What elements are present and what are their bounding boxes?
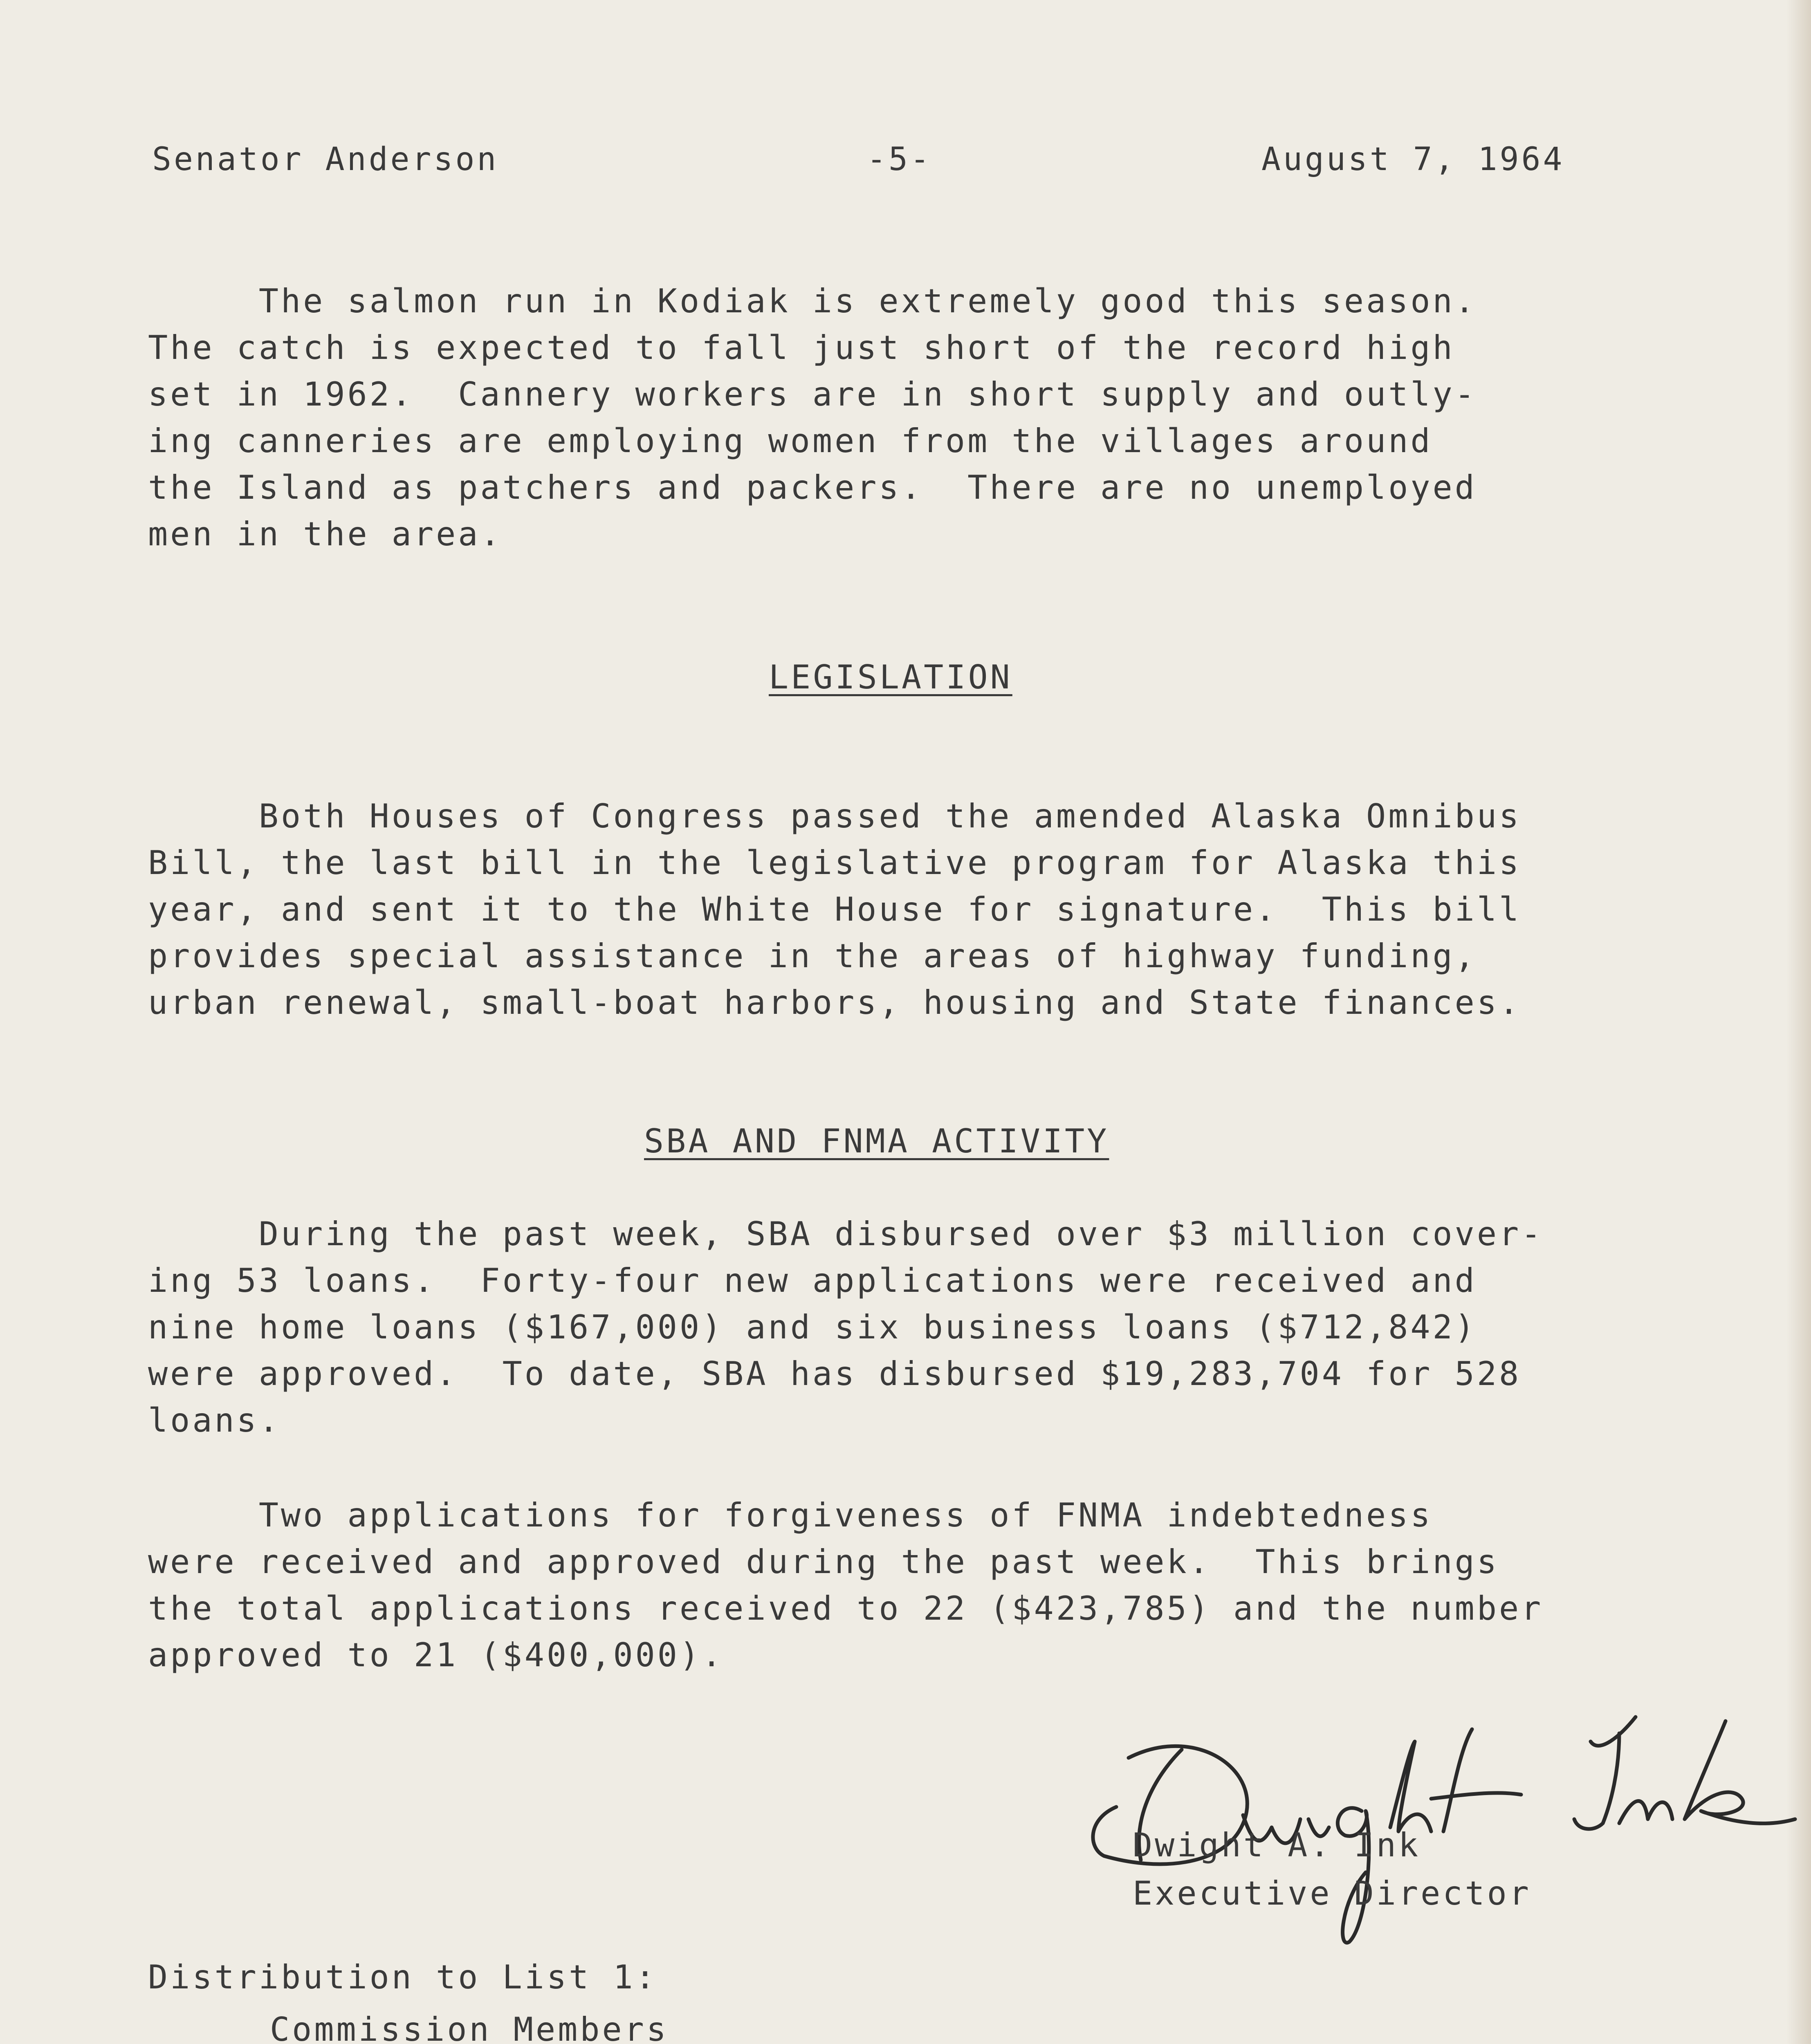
salmon-paragraph: The salmon run in Kodiak is extremely good this season. The catch is expected to fall just short of the record high set in 1962. Cannery workers are in short supply and outly- ing canneries are employing women from the villages around the Island as patchers and packers. There are no unemployed men in the area. [148,282,1477,553]
distribution-title: Distribution to List 1: [148,1958,658,1996]
header-recipient: Senator Anderson [152,141,499,178]
legislation-heading: LEGISLATION [769,658,1012,696]
signature-block [1133,1821,1531,1918]
distribution-list [270,2006,757,2044]
signer-title: Executive Director [1133,1874,1531,1912]
signer-name: Dwight A. Ink [1133,1826,1421,1864]
fnma-paragraph: Two applications for forgiveness of FNMA indebtedness were received and approved during the past week. This brings the total applications received to 22 ($423,785) and the number approved to 21 ($400,000). [148,1496,1544,1674]
sba-paragraph: During the past week, SBA disbursed over $3 million cover- ing 53 loans. Forty-four new applications were received and nine home loans ($167,000) and six business loans ($712,842) were approved. To date, SBA has disbursed $19,283,704 for 528 loans. [148,1215,1544,1439]
legislation-paragraph: Both Houses of Congress passed the amended Alaska Omnibus Bill, the last bill in the legislative program for Alaska this year, and sent it to the White House for signature. This bill provides special assistance in the areas of highway funding, urban renewal, small-boat harbors, housing and State finances. [148,797,1522,1022]
header-page-number: -5- [867,141,932,178]
sba-fnma-heading: SBA AND FNMA ACTIVITY [644,1122,1109,1160]
header-date: August 7, 1964 [1261,141,1565,178]
list-item: Commission Members [270,2010,669,2044]
